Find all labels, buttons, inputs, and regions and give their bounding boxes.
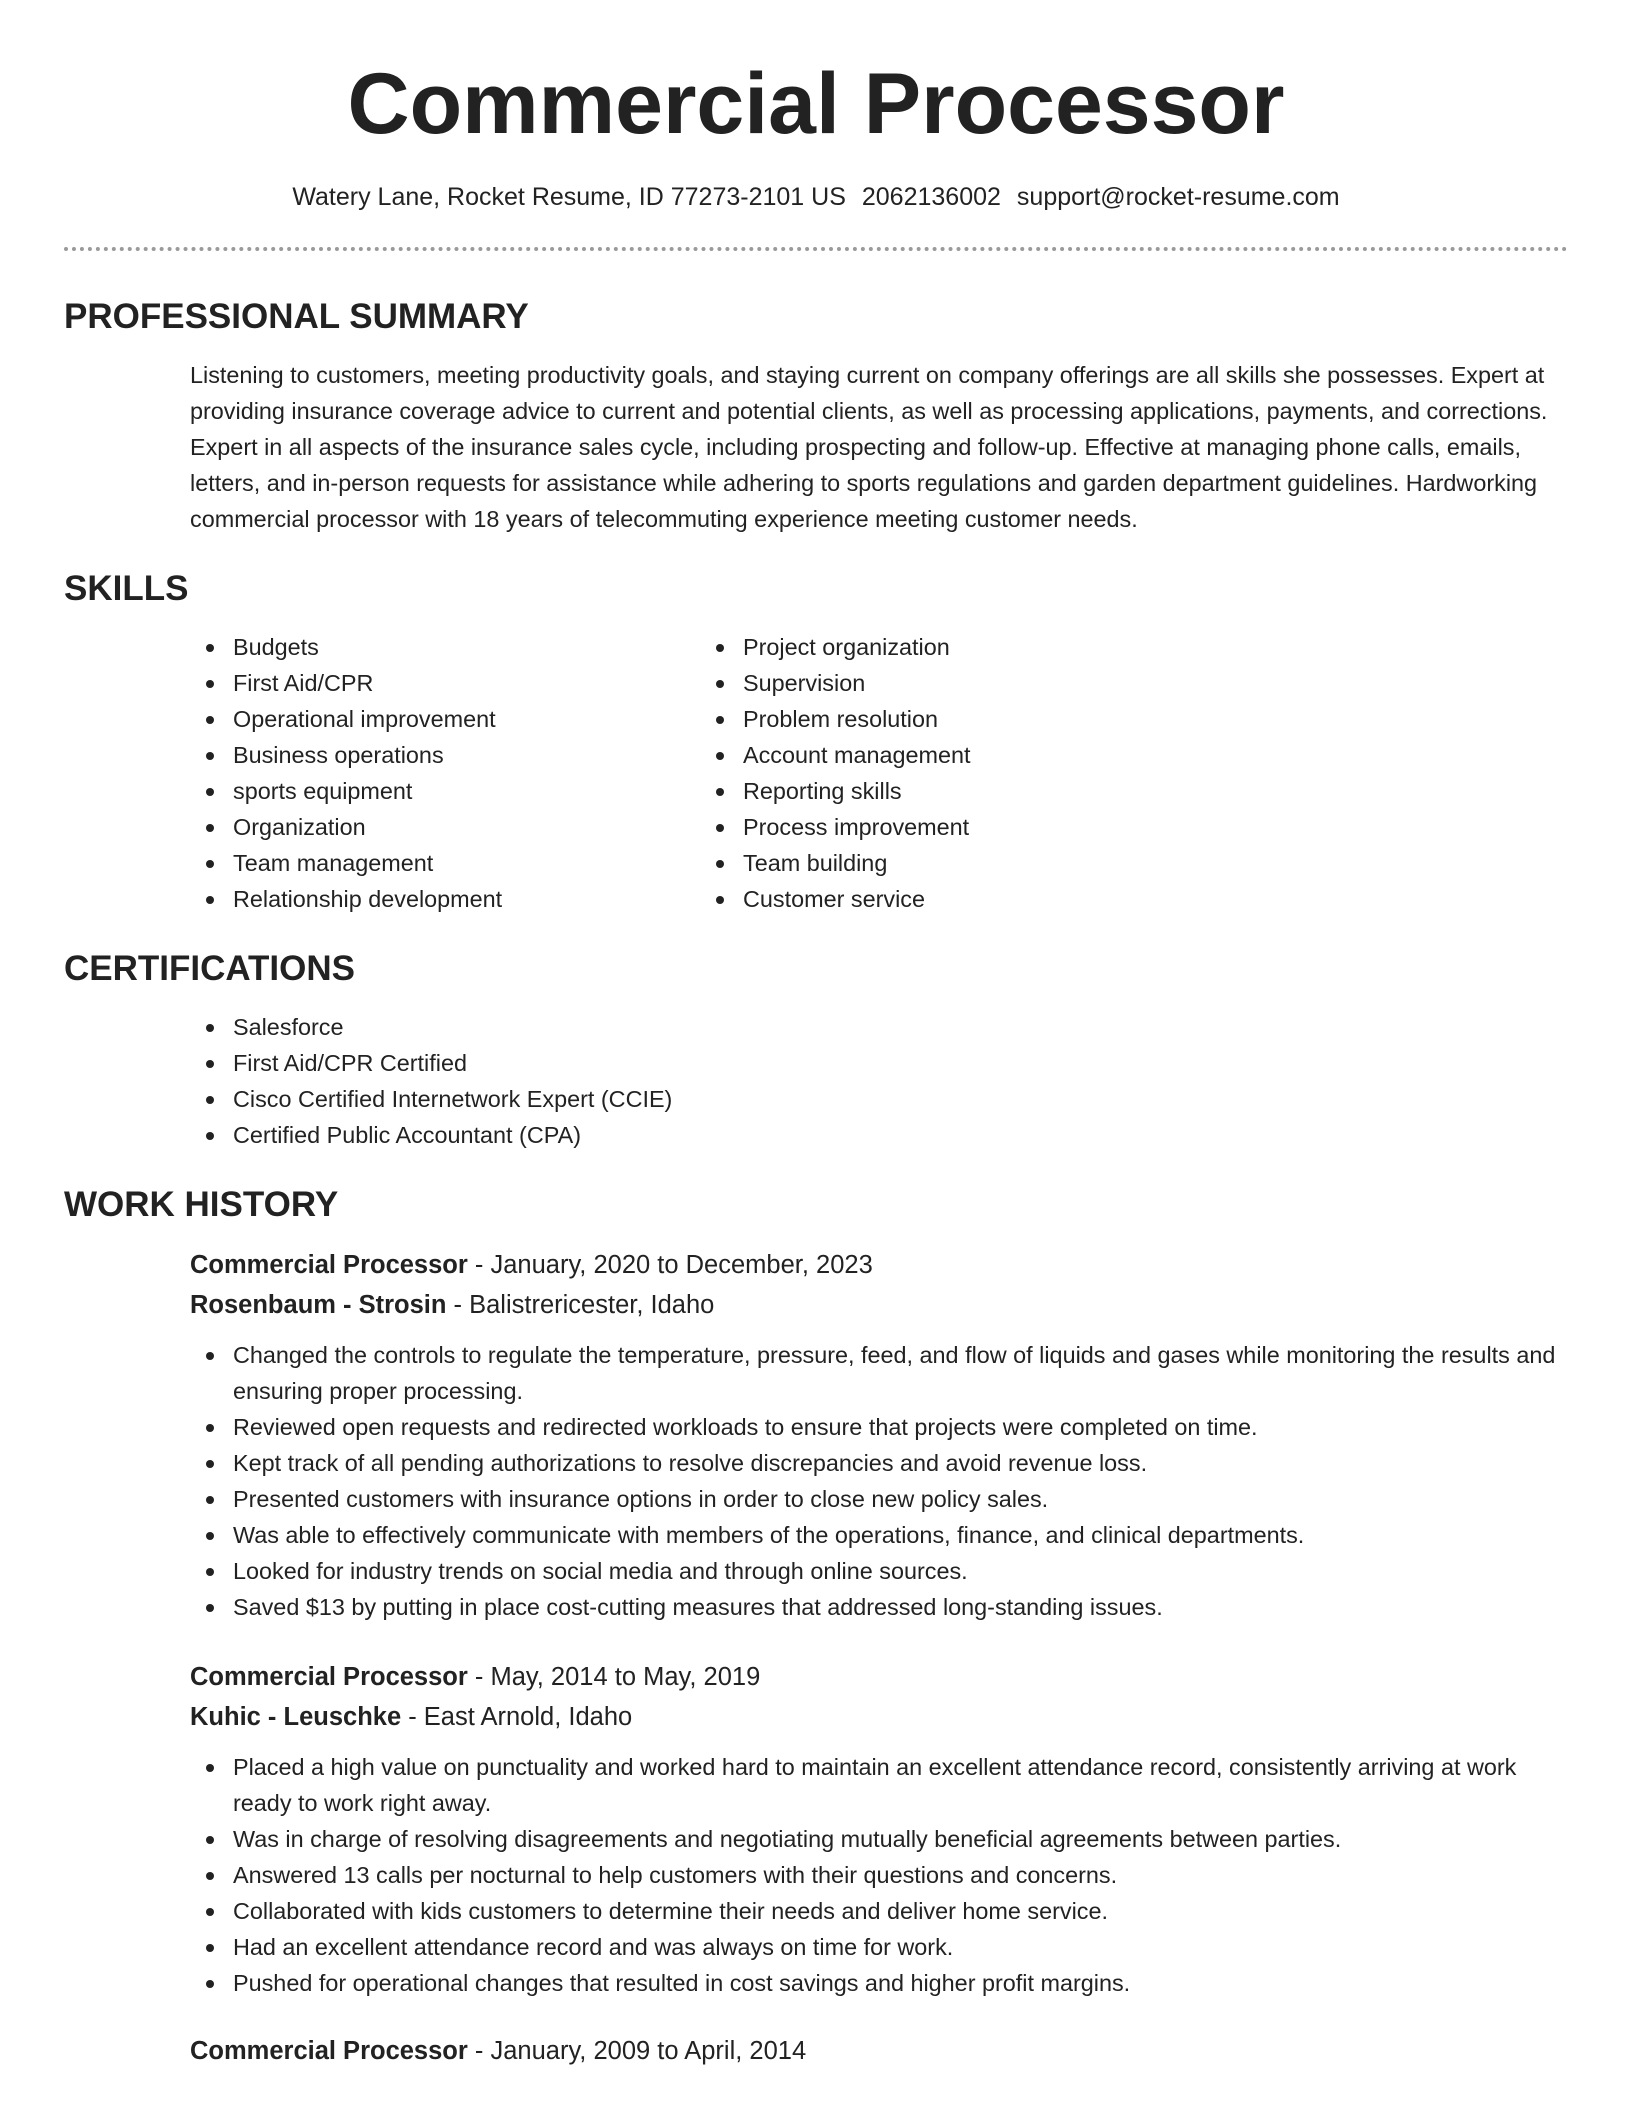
section-title-certifications: CERTIFICATIONS [64,949,356,988]
job-bullet: Changed the controls to regulate the temperature, pressure, feed, and flow of liquids and gases while monitoring the results and ensuring proper processing. [233,1337,1568,1409]
job-bullet: Had an excellent attendance record and was always on time for work. [233,1929,1568,1965]
skill-item: Team building [743,845,971,881]
job-entry [190,2031,1568,2071]
contact-address: Watery Lane, Rocket Resume, ID 77273-2101 US [292,183,846,211]
certification-item: Salesforce [233,1009,1568,1045]
job-dates: - May, 2014 to May, 2019 [467,1663,761,1691]
header-divider [64,247,1568,251]
job-bullet: Saved $13 by putting in place cost-cutting measures that addressed long-standing issues. [233,1589,1568,1625]
job-bullet-list [233,1749,1568,2001]
contact-email[interactable]: support@rocket-resume.com [1016,183,1340,211]
skill-item: Reporting skills [743,773,971,809]
certification-item: Certified Public Accountant (CPA) [233,1117,1568,1153]
skills-list-left [233,629,743,917]
skill-item: Team management [233,845,743,881]
job-bullet: Was able to effectively communicate with members of the operations, finance, and clinical departments. [233,1517,1568,1553]
resume-name: Commercial Processor [347,56,1285,152]
contact-phone: 2062136002 [861,183,1001,211]
job-location: - East Arnold, Idaho [401,1703,633,1731]
job-entry [190,1657,1568,2001]
job-bullet: Looked for industry trends on social media and through online sources. [233,1553,1568,1589]
job-dates: - January, 2020 to December, 2023 [467,1251,873,1279]
job-bullet-list [233,1337,1568,1625]
skill-item: Supervision [743,665,971,701]
job-role: Commercial Processor [190,2037,468,2065]
resume-page [64,0,1568,2071]
job-location: - Balistrericester, Idaho [446,1291,715,1319]
skill-item: Business operations [233,737,743,773]
job-company-line [190,1697,1568,1737]
skill-item: Relationship development [233,881,743,917]
skill-item: Account management [743,737,971,773]
skill-item: Project organization [743,629,971,665]
job-title-line [190,1245,1568,1285]
section-title-summary: PROFESSIONAL SUMMARY [64,297,529,336]
skill-item: Budgets [233,629,743,665]
job-role: Commercial Processor [190,1663,468,1691]
job-title-line [190,2031,1568,2071]
skills-columns [64,629,1568,917]
job-dates: - January, 2009 to April, 2014 [467,2037,807,2065]
contact-line [64,180,1568,214]
certification-item: First Aid/CPR Certified [233,1045,1568,1081]
job-company: Rosenbaum - Strosin [190,1291,447,1319]
skill-item: sports equipment [233,773,743,809]
skill-item: First Aid/CPR [233,665,743,701]
certifications-list [233,1009,1568,1153]
skill-item: Process improvement [743,809,971,845]
skills-list-right [743,629,971,917]
job-bullet: Placed a high value on punctuality and worked hard to maintain an excellent attendance record, consistently arriving at work ready to work right away. [233,1749,1568,1821]
job-bullet: Was in charge of resolving disagreements and negotiating mutually beneficial agreements between parties. [233,1821,1568,1857]
job-bullet: Kept track of all pending authorizations to resolve discrepancies and avoid revenue loss. [233,1445,1568,1481]
skill-item: Operational improvement [233,701,743,737]
job-role: Commercial Processor [190,1251,468,1279]
job-bullet: Presented customers with insurance options in order to close new policy sales. [233,1481,1568,1517]
skill-item: Problem resolution [743,701,971,737]
skill-item: Customer service [743,881,971,917]
job-company: Kuhic - Leuschke [190,1703,402,1731]
job-entry [190,1245,1568,1625]
job-company-line [190,1285,1568,1325]
job-bullet: Pushed for operational changes that resulted in cost savings and higher profit margins. [233,1965,1568,2001]
job-bullet: Reviewed open requests and redirected workloads to ensure that projects were completed on time. [233,1409,1568,1445]
skill-item: Organization [233,809,743,845]
job-bullet: Collaborated with kids customers to determine their needs and deliver home service. [233,1893,1568,1929]
summary-text: Listening to customers, meeting productivity goals, and staying current on company offerings are all skills she possesses. Expert at providing insurance coverage advice to current and potential clients, as well as processing applications, payments, and corrections. Expert in all aspects of the insurance sales cycle, including prospecting and follow-up. Effective at managing phone calls, emails, letters, and in-person requests for assistance while adhering to sports regulations and garden department guidelines. Hardworking commercial processor with 18 years of telecommuting experience meeting customer needs. [190,362,1548,532]
section-title-skills: SKILLS [64,569,189,608]
certification-item: Cisco Certified Internetwork Expert (CCIE) [233,1081,1568,1117]
section-title-work-history: WORK HISTORY [64,1185,339,1224]
job-bullet: Answered 13 calls per nocturnal to help customers with their questions and concerns. [233,1857,1568,1893]
job-title-line [190,1657,1568,1697]
